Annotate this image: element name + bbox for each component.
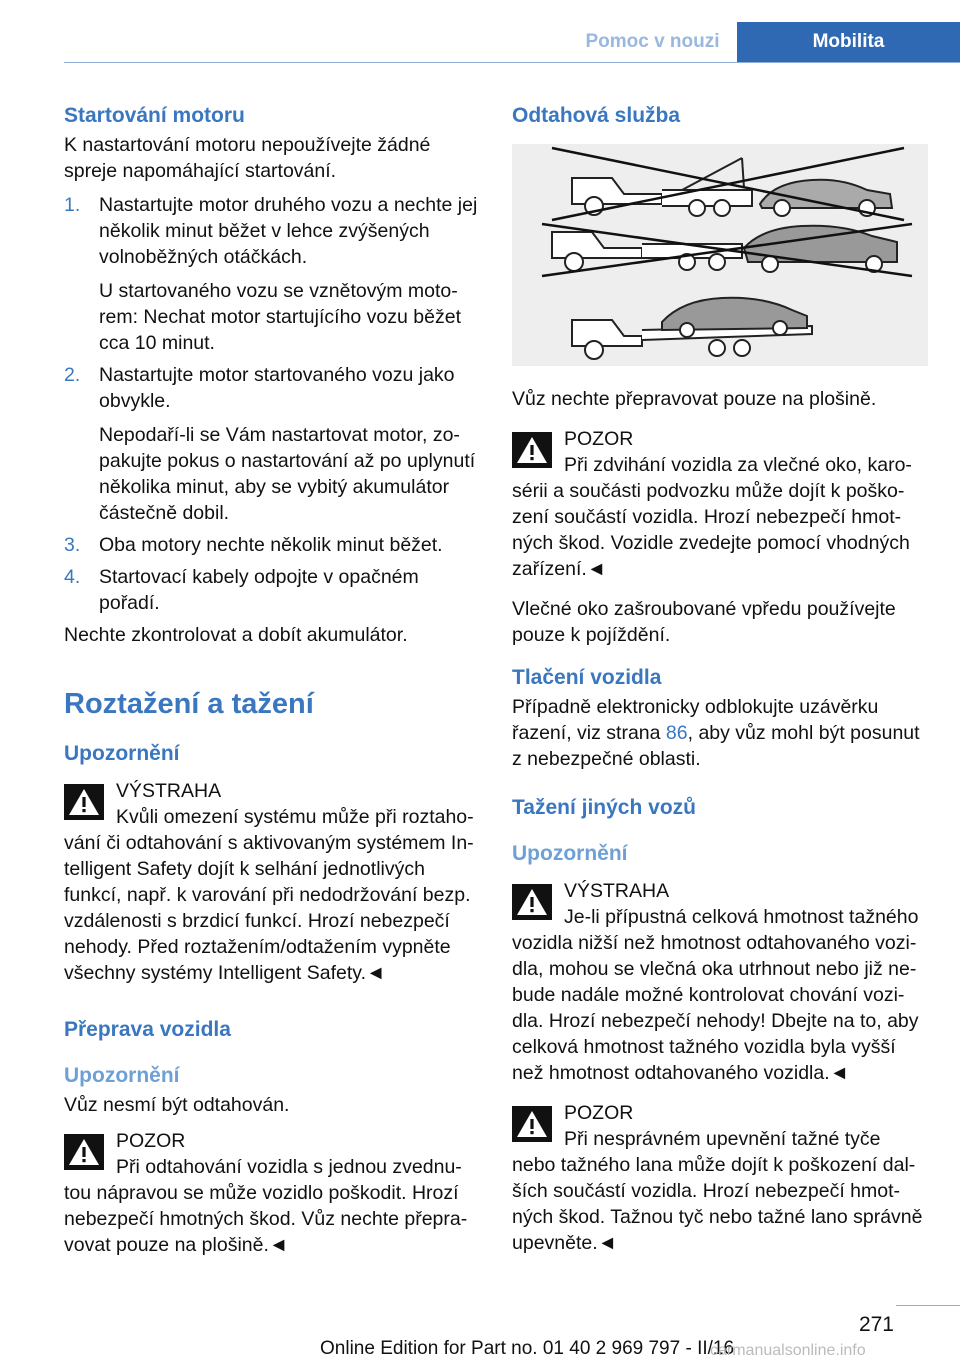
footer-divider — [896, 1305, 960, 1306]
left-column — [64, 100, 478, 1258]
header-chapter-tab: Mobilita — [737, 22, 960, 62]
step-subtext: Nepodaří-li se Vám nastartovat motor, zo‐pakujte pokus o nastartování až po uplynutí několika minut, aby se vybitý akumulátor částečně dobil. — [99, 424, 476, 524]
caution-text: Při zdvihání vozidla za vlečné oko, karo‐sérii a součásti podvozku může dojít k poško‐zení součástí vozidla. Hrozí nebezpečí hmot‐ných škod. Vozidle zvedejte pomocí vhodných zařízení.◄ — [512, 454, 912, 580]
caution-block — [64, 1128, 478, 1258]
tow-truck-drawing — [512, 144, 928, 366]
start-heading: Startování motoru — [64, 104, 245, 127]
transport-notice-heading: Upozornění — [64, 1064, 180, 1087]
transport-heading: Přeprava vozidla — [64, 1018, 231, 1041]
step-item — [64, 192, 478, 356]
warning-block — [64, 778, 478, 986]
notice-heading: Upozornění — [64, 742, 180, 765]
caution-block — [512, 1100, 928, 1256]
header-divider — [64, 62, 960, 63]
step-subtext: U startovaného vozu se vznětovým moto‐rem: Nechat motor startujícího vozu běžet cca 10 minut. — [99, 280, 461, 354]
page-reference-link[interactable]: 86 — [665, 722, 688, 744]
chapter-title: Roztažení a tažení — [64, 688, 314, 720]
caution-title: POZOR — [564, 428, 634, 450]
header-section-title: Pomoc v nouzi — [585, 31, 720, 52]
step-text: Startovací kabely odpojte v opačném pořadí. — [99, 566, 419, 614]
warning-icon — [512, 884, 552, 920]
warning-title: VÝSTRAHA — [116, 780, 222, 802]
after-steps-text: Nechte zkontrolovat a dobít akumulátor. — [64, 624, 408, 646]
start-steps-list — [64, 192, 478, 616]
warning-icon — [64, 784, 104, 820]
warning-text: Kvůli omezení systému může při roztaho‐vání či odtahování s aktivovaným systémem In‐telligent Safety dojít k selhání jednotlivých funkcí, např. k varování při nedodržování bezp. vzdálenosti s brzdicí funkcí. Hrozí nebezpečí nehody. Před roztažením/odtažením vypněte všechny systémy Intelligent Safety.◄ — [64, 806, 474, 984]
caution-block — [512, 426, 928, 582]
step-item — [64, 532, 478, 558]
push-text-before: Případně elektronicky odblokujte uzávěrku řazení, viz strana — [512, 696, 879, 744]
warning-title: VÝSTRAHA — [564, 880, 670, 902]
push-text-after: , aby vůz mohl být posunut z nebezpečné oblasti. — [512, 722, 920, 770]
caution-text: Při nesprávném upevnění tažné tyče nebo tažného lana může dojít k poškození dal‐ších součástí vozidla. Hrozí nebezpečí hmot‐ných škod. Tažnou tyč nebo tažné lano správně upevněte.◄ — [512, 1128, 923, 1254]
other-notice-heading: Upozornění — [512, 842, 628, 865]
step-number: 1. — [64, 194, 81, 216]
warning-icon — [64, 1134, 104, 1170]
warning-icon — [512, 432, 552, 468]
push-text — [512, 694, 928, 772]
warning-icon — [512, 1106, 552, 1142]
step-item — [64, 564, 478, 616]
start-intro: K nastartování motoru nepoužívejte žádné spreje napomáhající startování. — [64, 134, 431, 182]
edition-footer: Online Edition for Part no. 01 40 2 969 797 - II/16 — [320, 1338, 735, 1359]
watermark: carmanualsonline.info — [710, 1342, 866, 1359]
step-number: 2. — [64, 364, 81, 386]
other-vehicles-heading: Tažení jiných vozů — [512, 796, 696, 819]
warning-text: Je-li přípustná celková hmotnost tažného vozidla nižší než hmotnost odtahovaného vozi‐dla, mohou se vlečná oka utrhnout nebo již ne‐bude nadále možné kontrolovat chování vozi‐dla. Hrozí nebezpečí nehody! Dbejte na to, aby celková hmotnost tažného vozidla byla vyšší než hmotnost odtahovaného vozidla.◄ — [512, 906, 919, 1084]
step-text: Nastartujte motor startovaného vozu jako obvykle. — [99, 364, 455, 412]
step-text: Oba motory nechte několik minut běžet. — [99, 534, 443, 556]
tow-heading: Odtahová služba — [512, 104, 681, 127]
caution-title: POZOR — [564, 1102, 634, 1124]
caution-text: Při odtahování vozidla s jednou zvednu‐tou nápravou se může vozidlo poškodit. Hrozí nebezpečí hmotných škod. Vůz nechte přepra‐vovat pouze na plošině.◄ — [64, 1156, 468, 1256]
step-item — [64, 362, 478, 526]
caution-title: POZOR — [116, 1130, 186, 1152]
step-number: 4. — [64, 566, 81, 588]
page-number: 271 — [858, 1313, 894, 1336]
tow-caption: Vůz nechte přepravovat pouze na plošině. — [512, 388, 877, 410]
push-heading: Tlačení vozidla — [512, 666, 662, 689]
tow-eye-text: Vlečné oko zašroubované vpředu používejte pouze k pojíždění. — [512, 598, 896, 646]
transport-text: Vůz nesmí být odtahován. — [64, 1094, 290, 1116]
tow-truck-illustration — [512, 144, 928, 366]
right-column — [512, 100, 928, 1256]
step-number: 3. — [64, 534, 81, 556]
warning-block — [512, 878, 928, 1086]
step-text: Nastartujte motor druhého vozu a nechte jej několik minut běžet v lehce zvýšených volnoběžných otáčkách. — [99, 194, 478, 268]
